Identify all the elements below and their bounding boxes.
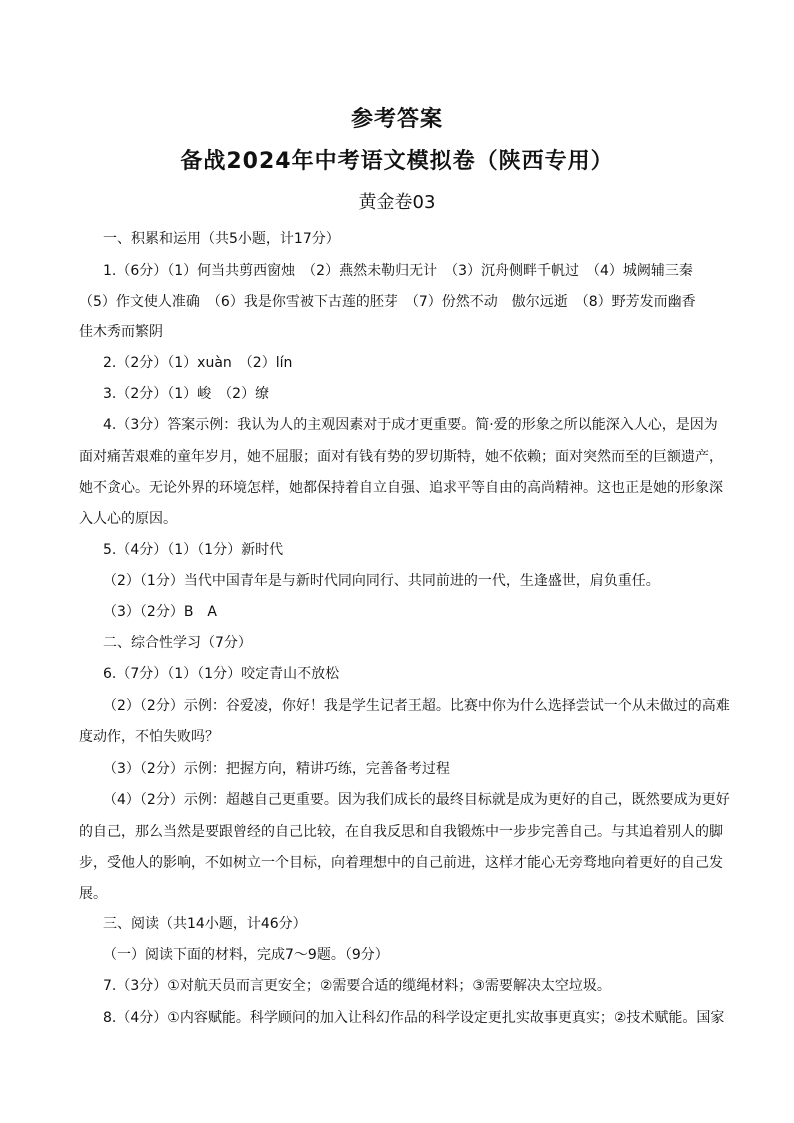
answer-line: 展。 xyxy=(79,886,107,902)
answer-line: （3）（2分）示例：把握方向，精讲巧练，完善备考过程 xyxy=(103,761,450,777)
answer-line: 6.（7分）（1）（1分）咬定青山不放松 xyxy=(103,666,340,682)
answer-line: （2）（2分）示例：谷爱凌，你好！我是学生记者王超。比赛中你为什么选择尝试一个从未做过的高难 xyxy=(103,698,730,714)
answer-title: 参考答案 xyxy=(350,107,443,132)
answer-line: 7.（3分）①对航天员而言更安全；②需要合适的缆绳材料；③需要解决太空垃圾。 xyxy=(103,978,611,994)
answer-line: 1.（6分）（1）何当共剪西窗烛 （2）燕然未勒归无计 （3）沉舟侧畔千帆过 （4）城阙辅三秦 xyxy=(103,263,693,279)
answer-line: 佳木秀而繁阴 xyxy=(79,324,163,340)
answer-line: 步，受他人的影响，不如树立一个目标，向着理想中的自己前进，这样才能心无旁骛地向着更好的自己发 xyxy=(79,855,723,871)
answer-line: 度动作，不怕失败吗？ xyxy=(79,729,219,745)
answer-line: 3.（2分）（1）峻 （2）缭 xyxy=(103,386,270,402)
answer-line: 8.（4分）①内容赋能。科学顾问的加入让科幻作品的科学设定更扎实故事更真实；②技术赋能。国家 xyxy=(103,1010,725,1026)
answer-line: 2.（2分）（1）xuàn （2）lín xyxy=(103,355,293,371)
section-heading: 三、阅读（共14小题，计46分） xyxy=(103,916,307,932)
answer-line: （4）（2分）示例：超越自己更重要。因为我们成长的最终目标就是成为更好的自己，既然要成为更好 xyxy=(103,792,730,808)
section-heading: 二、综合性学习（7分） xyxy=(103,635,252,651)
answer-line: 面对痛苦艰难的童年岁月，她不屈服；面对有钱有势的罗切斯特，她不依赖；面对突然而至的巨额遗产， xyxy=(79,449,723,465)
paper-label: 黄金卷03 xyxy=(358,192,436,213)
answer-line: 5.（4分）（1）（1分）新时代 xyxy=(103,542,284,558)
answer-line: 她不贪心。无论外界的环境怎样，她都保持着自立自强、追求平等自由的高尚精神。这也正是她的形象深 xyxy=(79,480,723,496)
answer-line: 4.（3分）答案示例：我认为人的主观因素对于成才更重要。简·爱的形象之所以能深入人心，是因为 xyxy=(103,417,718,433)
answer-line: （3）（2分）B A xyxy=(103,604,217,620)
subsection-heading: （一）阅读下面的材料，完成7～9题。（9分） xyxy=(103,947,389,963)
answer-line: 入人心的原因。 xyxy=(79,511,177,527)
answer-line: （5）作文使人准确 （6）我是你雪被下古莲的胚芽 （7）份然不动 傲尔远逝 （8）野芳发而幽香 xyxy=(79,294,696,310)
section-heading: 一、积累和运用（共5小题，计17分） xyxy=(103,231,340,247)
answer-line: 的自己，那么当然是要跟曾经的自己比较，在自我反思和自我锻炼中一步步完善自己。与其追着别人的脚 xyxy=(79,824,723,840)
exam-title: 备战2024年中考语文模拟卷（陕西专用） xyxy=(180,149,614,174)
answer-line: （2）（1分）当代中国青年是与新时代同向同行、共同前进的一代，生逢盛世，肩负重任。 xyxy=(103,573,660,589)
